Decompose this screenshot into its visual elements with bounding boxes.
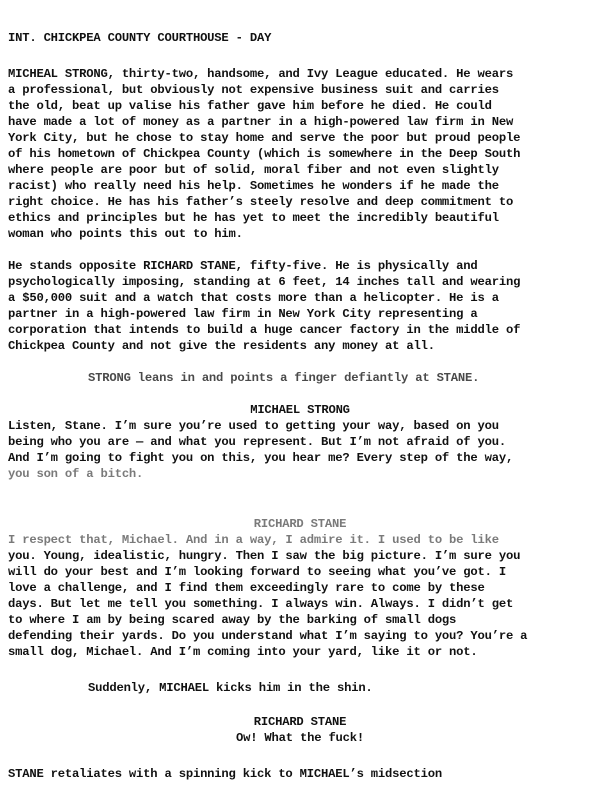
scene-heading: INT. CHICKPEA COUNTY COURTHOUSE - DAY — [8, 31, 272, 45]
dialogue-line: love a challenge, and I find them exceedingly rare to come by these — [8, 581, 485, 595]
dialogue-line: Ow! What the fuck! — [235, 731, 365, 745]
action-line: of his hometown of Chickpea County (which is somewhere in the Deep South — [8, 147, 521, 161]
action-line: partner in a high-powered law firm in New York City representing a — [8, 307, 478, 321]
dialogue-line: days. But let me tell you something. I always win. Always. I didn’t get — [8, 597, 514, 611]
action-line: have made a lot of money as a partner in a high-powered law firm in New — [8, 115, 514, 129]
action-line: MICHEAL STRONG, thirty-two, handsome, and Ivy League educated. He wears — [8, 67, 514, 81]
dialogue-line: you. Young, idealistic, hungry. Then I saw the big picture. I’m sure you — [8, 549, 521, 563]
action-line: a $50,000 suit and a watch that costs more than a helicopter. He is a — [8, 291, 499, 305]
action-line: right choice. He has his father’s steely resolve and deep commitment to — [8, 195, 514, 209]
action-line: STANE retaliates with a spinning kick to MICHAEL’s midsection — [8, 767, 442, 781]
dialogue-line: Listen, Stane. I’m sure you’re used to getting your way, based on you — [8, 419, 499, 433]
dialogue-line: defending their yards. Do you understand what I’m saying to you? You’re a — [8, 629, 528, 643]
action-line: He stands opposite RICHARD STANE, fifty-five. He is physically and — [8, 259, 478, 273]
action-line: a professional, but obviously not expensive business suit and carries — [8, 83, 499, 97]
dialogue-line: you son of a bitch. — [8, 467, 144, 481]
dialogue-line: I respect that, Michael. And in a way, I admire it. I used to be like — [8, 533, 499, 547]
character-name: RICHARD STANE — [253, 517, 347, 531]
dialogue-line: small dog, Michael. And I’m coming into your yard, like it or not. — [8, 645, 478, 659]
action-line: racist) who really need his help. Sometimes he wonders if he made the — [8, 179, 499, 193]
character-name: MICHAEL STRONG — [250, 403, 350, 417]
dialogue-line: to where I am by being scared away by the barking of small dogs — [8, 613, 457, 627]
action-line: woman who points this out to him. — [8, 227, 243, 241]
stage-direction: Suddenly, MICHAEL kicks him in the shin. — [88, 681, 373, 695]
stage-direction: STRONG leans in and points a finger defiantly at STANE. — [88, 371, 480, 385]
action-line: corporation that intends to build a huge cancer factory in the middle of — [8, 323, 521, 337]
action-line: the old, beat up valise his father gave him before he died. He could — [8, 99, 492, 113]
character-name: RICHARD STANE — [253, 715, 347, 729]
action-line: psychologically imposing, standing at 6 feet, 14 inches tall and wearing — [8, 275, 521, 289]
dialogue-line: will do your best and I’m looking forward to seeing what you’ve got. I — [8, 565, 506, 579]
dialogue-line: And I’m going to fight you on this, you hear me? Every step of the way, — [8, 451, 514, 465]
action-line: ethics and principles but he has yet to meet the incredibly beautiful — [8, 211, 499, 225]
action-line: where people are poor but of solid, moral fiber and not even slightly — [8, 163, 499, 177]
dialogue-line: being who you are — and what you represent. But I’m not afraid of you. — [8, 435, 506, 449]
action-line: York City, but he chose to stay home and serve the poor but proud people — [8, 131, 521, 145]
action-line: Chickpea County and not give the residents any money at all. — [8, 339, 435, 353]
